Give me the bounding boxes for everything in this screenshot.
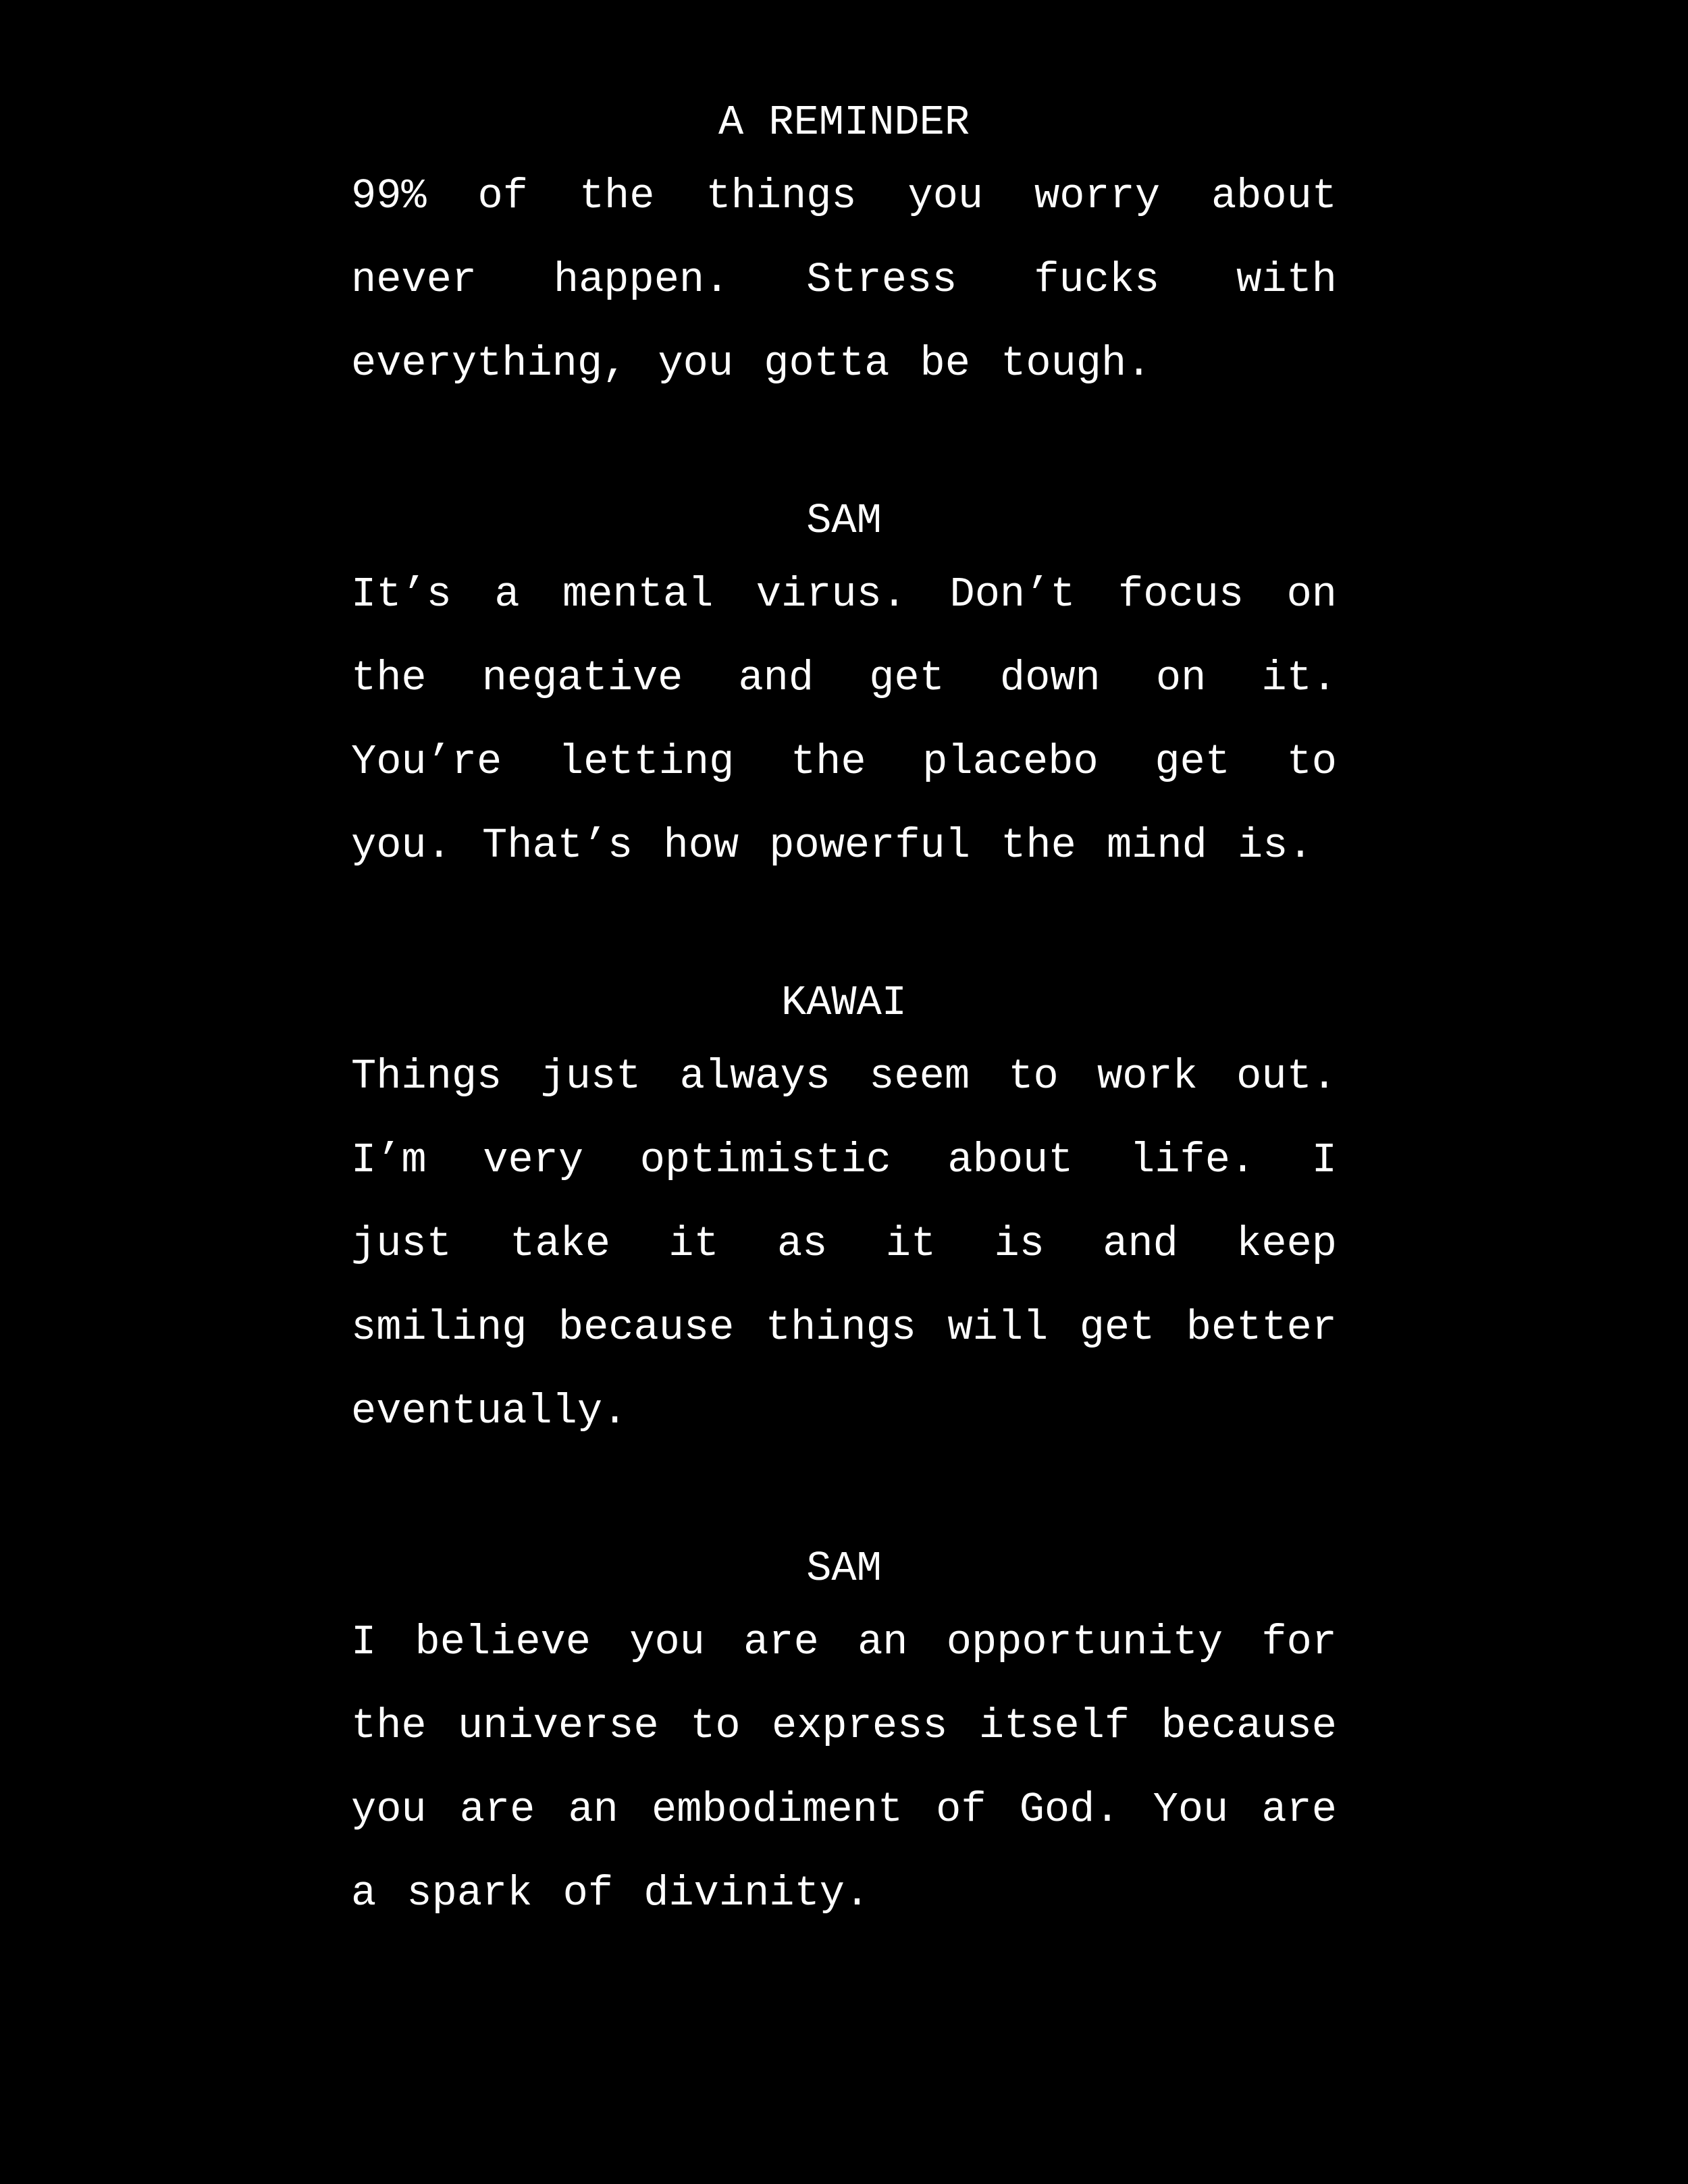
speaker-name: SAM [806,497,882,545]
dialogue-block-sam-1 [351,489,1337,888]
dialogue-text: Things just always seem to work out. I’m very optimistic about life. I just take it as it is and keep smiling because things will get better eventually. [351,1053,1337,1435]
dialogue-block-reminder [351,91,1337,406]
dialogue-text: I believe you are an opportunity for the universe to express itself because you are an embodiment of God. You are a spark of divinity. [351,1618,1337,1917]
dialogue-column [351,91,1337,1936]
speaker-name: A REMINDER [718,99,970,147]
dialogue-block-sam-2 [351,1537,1337,1936]
dialogue-block-kawai [351,971,1337,1454]
speaker-name: SAM [806,1545,882,1593]
speaker-name: KAWAI [781,979,907,1027]
dialogue-text: It’s a mental virus. Don’t focus on the negative and get down on it. You’re letting the placebo get to you. That’s how powerful the mind is. [351,570,1337,870]
dialogue-text: 99% of the things you worry about never happen. Stress fucks with everything, you gotta be tough. [351,172,1337,388]
